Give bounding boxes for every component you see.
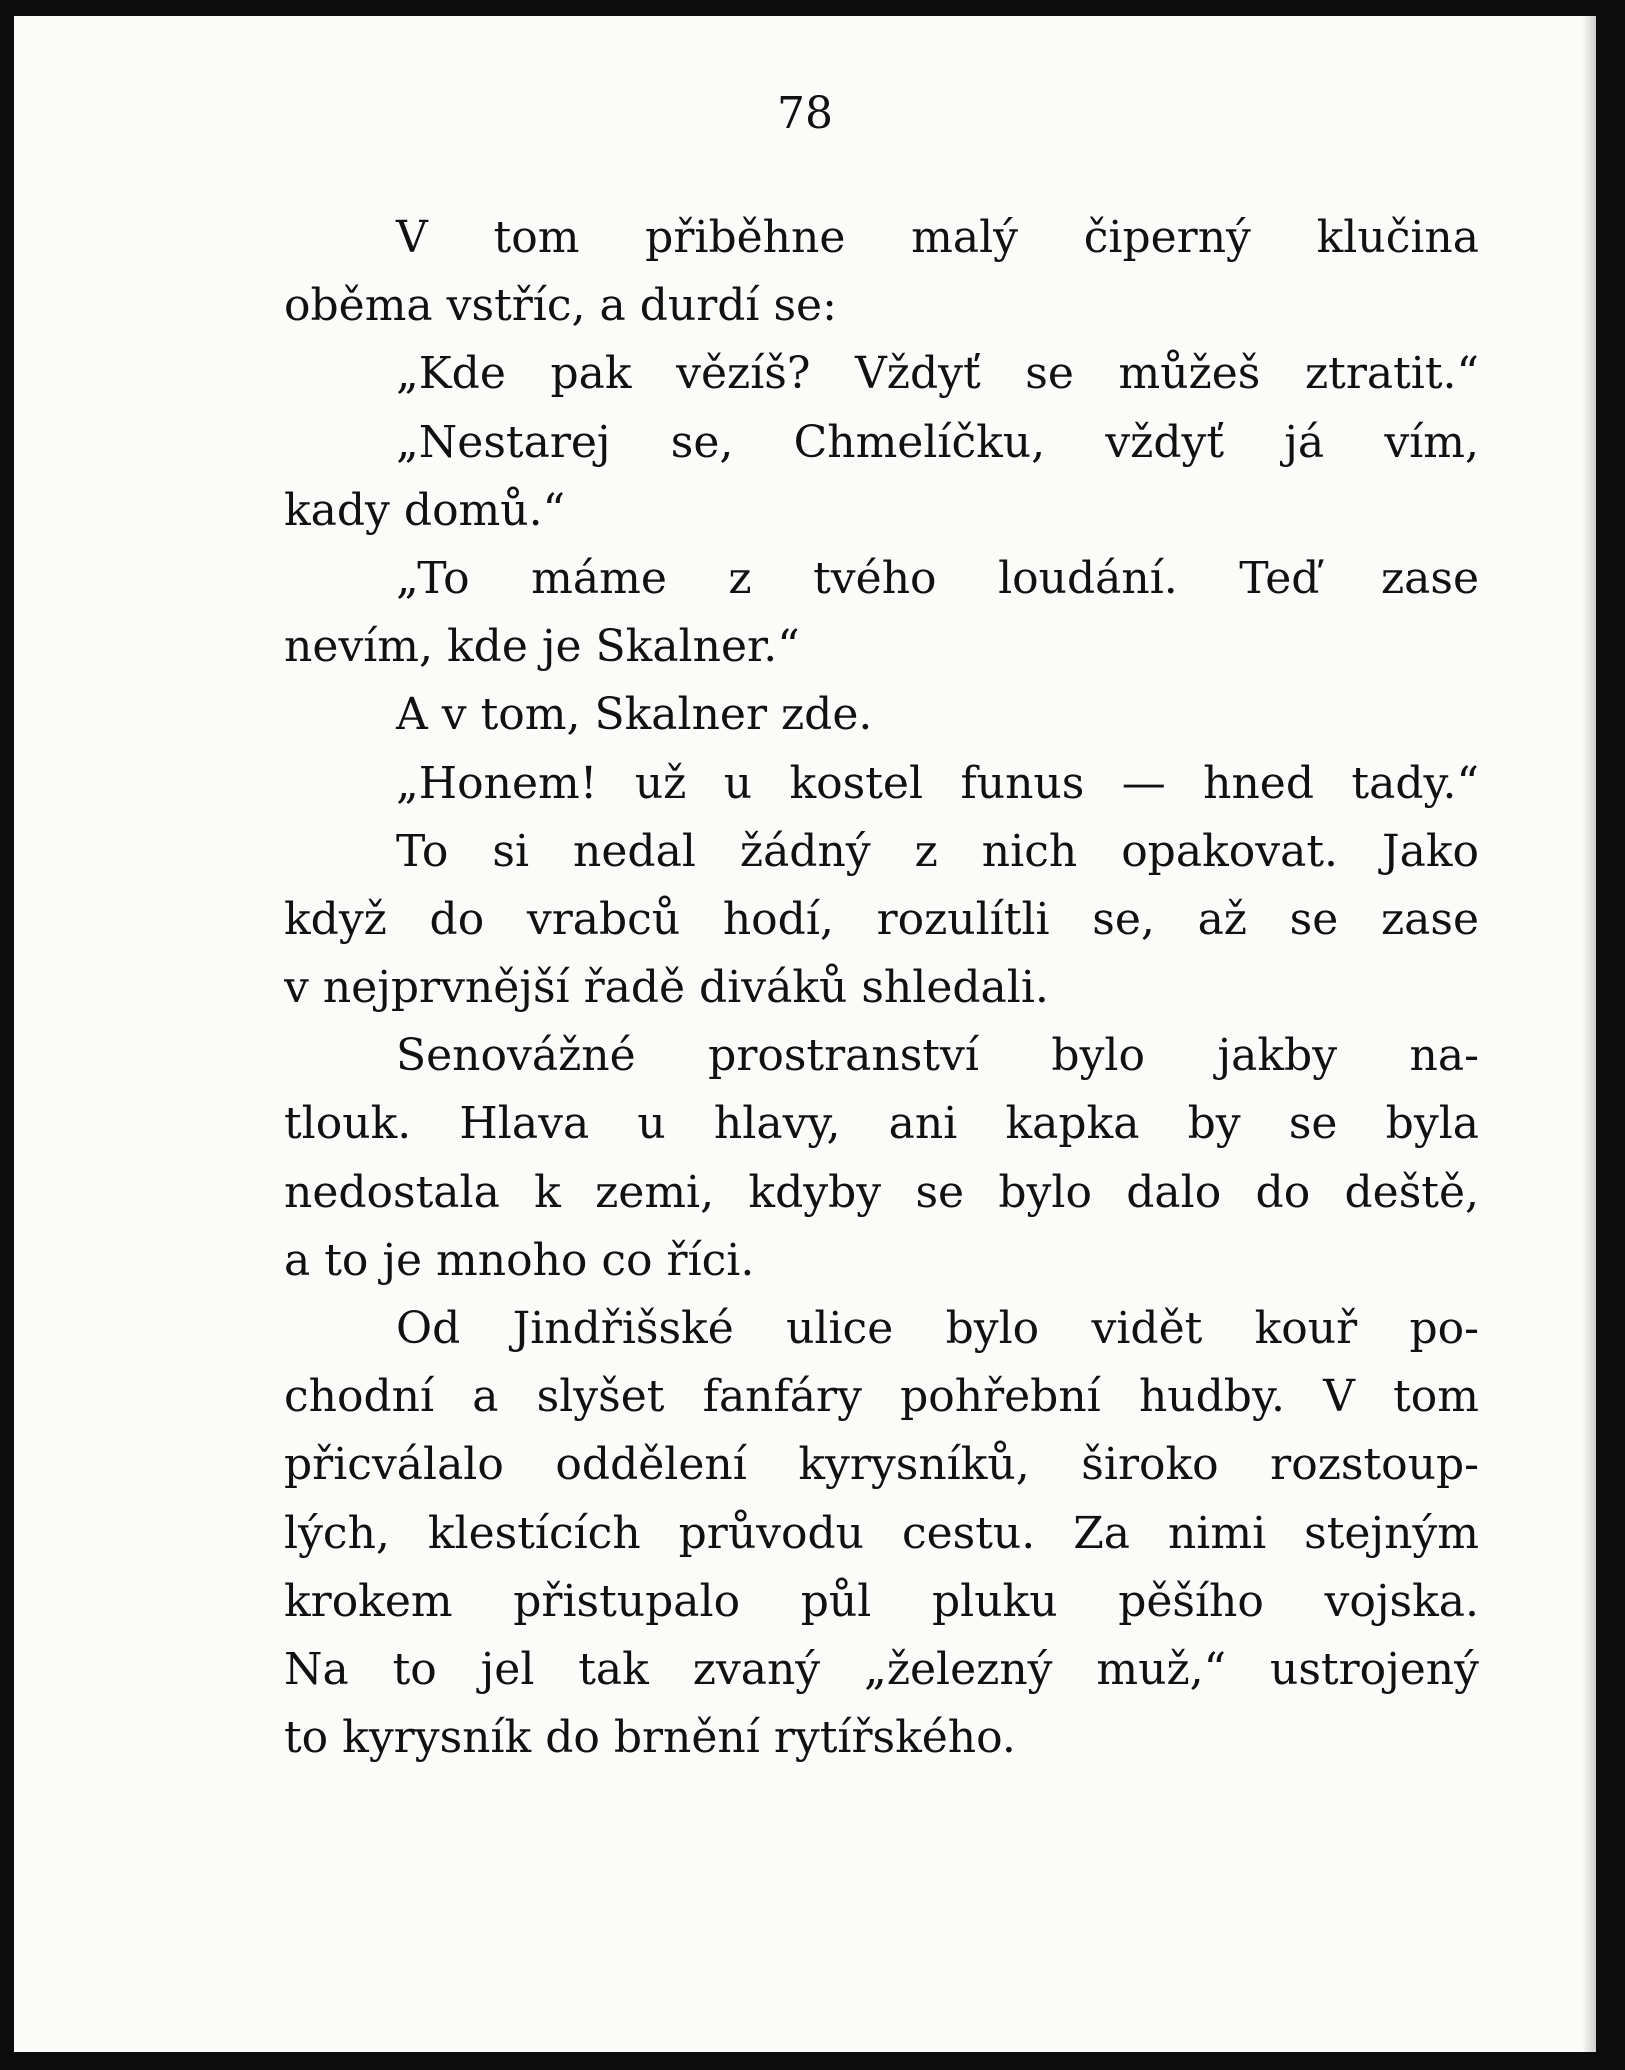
- page-number: 78: [777, 88, 833, 139]
- text-line: krokem přistupalo půl pluku pěšího vojska.: [284, 1575, 1479, 1627]
- text-line: kady domů.“: [284, 484, 566, 536]
- book-page: [14, 16, 1596, 2052]
- text-line: „To máme z tvého loudání. Teď zase: [396, 552, 1479, 604]
- text-line: nedostala k zemi, kdyby se bylo dalo do deště,: [284, 1166, 1479, 1218]
- text-line: lých, klestících průvodu cestu. Za nimi stejným: [284, 1507, 1479, 1559]
- text-line: oběma vstříc, a durdí se:: [284, 280, 837, 332]
- text-line: Senovážné prostranství bylo jakby na-: [396, 1030, 1479, 1082]
- text-line: Od Jindřišské ulice bylo vidět kouř po-: [396, 1303, 1479, 1354]
- text-line: To si nedal žádný z nich opakovat. Jako: [396, 825, 1479, 877]
- text-line: „Nestarej se, Chmelíčku, vždyť já vím,: [396, 416, 1479, 468]
- text-line: V tom přiběhne malý čiperný klučina: [396, 212, 1479, 263]
- text-line: v nejprvnější řadě diváků shledali.: [284, 962, 1049, 1014]
- text-line: přicválalo oddělení kyrysníků, široko rozstoup-: [284, 1439, 1479, 1491]
- body-text: [284, 204, 1479, 1772]
- text-line: A v tom, Skalner zde.: [396, 689, 873, 741]
- text-line: to kyrysník do brnění rytířského.: [284, 1712, 1016, 1764]
- text-line: „Honem! už u kostel funus — hned tady.“: [396, 757, 1479, 809]
- text-line: nevím, kde je Skalner.“: [284, 621, 800, 673]
- text-line: „Kde pak vězíš? Vždyť se můžeš ztratit.“: [396, 348, 1479, 400]
- text-line: tlouk. Hlava u hlavy, ani kapka by se byla: [284, 1098, 1479, 1150]
- text-line: když do vrabců hodí, rozulítli se, až se zase: [284, 893, 1479, 945]
- text-line: Na to jel tak zvaný „železný muž,“ ustrojený: [284, 1643, 1479, 1695]
- text-line: chodní a slyšet fanfáry pohřební hudby. V tom: [284, 1371, 1479, 1423]
- text-line: a to je mnoho co říci.: [284, 1234, 755, 1286]
